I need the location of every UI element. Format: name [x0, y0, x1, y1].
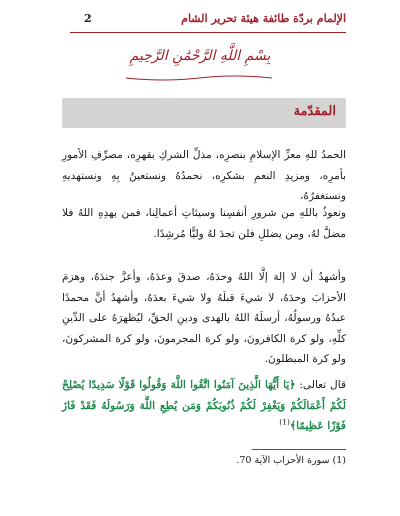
paragraph-testimony: وأشهدُ أن لا إلهَ إلَّا اللهُ وحدَهُ، صدقَ وعدَهُ، وأعزَّ جندَهُ، وهزمَ الأحزابَ وحدَهُ، لا شيءَ قبلَهُ ولا شيءَ بعدَهُ، وأشهدُ أنَّ محمدًا عبدُهُ ورسولُهُ، أرسلَهُ اللهُ بالهدى ودينِ الحقِّ، ليُظهرَهُ على الدِّينِ كلِّهِ، ولو كرهَ الكافرونَ، ولو كرهَ المجرمونَ، ولو كرهَ المشركونَ، ولو كرهَ المبطلونَ. — [62, 271, 346, 365]
page-number: 2 — [84, 12, 92, 25]
quran-verse: ﴿يَا أَيُّهَا الَّذِينَ آمَنُوا اتَّقُوا اللَّهَ وَقُولُوا قَوْلًا سَدِيدًا يُصْلِحْ لَكُمْ أَعْمَالَكُمْ وَيَغْفِرْ لَكُمْ ذُنُوبَكُمْ وَمَن يُطِعِ اللَّهَ وَرَسُولَهُ فَقَدْ فَازَ فَوْزًا عَظِيمًا﴾ — [62, 379, 346, 432]
footnote-divider — [252, 449, 346, 450]
section-heading-band — [62, 98, 346, 128]
running-header — [70, 12, 346, 28]
section-title: المقدّمة — [293, 104, 336, 119]
paragraph-refuge: ونعوذُ باللهِ من شرورِ أنفسِنا وسيئاتِ أعمالِنا، فمن يهدِهِ اللهُ فلا مضلَّ لهُ، ومن يضللِ فلن تجدَ لهُ وليًّا مُرشِدًا. — [62, 207, 346, 240]
paragraph-praise: الحمدُ للهِ معزِّ الإسلامِ بنصرِه، مذلِّ الشركِ بقهرِه، مصرِّفِ الأمورِ بأمرِه، ومزيدِ النعمِ بشكرِه، نحمدُهُ ونستعينُ بِهِ ونستهديهِ ونستغفرُهُ، — [62, 149, 346, 202]
footnote-marker[interactable]: (1) — [279, 417, 290, 427]
footnote-text: (1) سورة الأحزاب الآية 70. — [236, 455, 346, 466]
basmala-calligraphy: بِسْمِ اللَّهِ الرَّحْمَٰنِ الرَّحِيمِ — [129, 48, 271, 64]
quote-intro: قال تعالى: — [295, 379, 347, 391]
paragraph-quran-quote — [62, 375, 346, 437]
header-divider — [70, 32, 346, 33]
book-title: الإلمام بردّة طائفة هيئة تحرير الشام — [181, 12, 346, 25]
basmala-flourish-ornament — [124, 74, 274, 82]
